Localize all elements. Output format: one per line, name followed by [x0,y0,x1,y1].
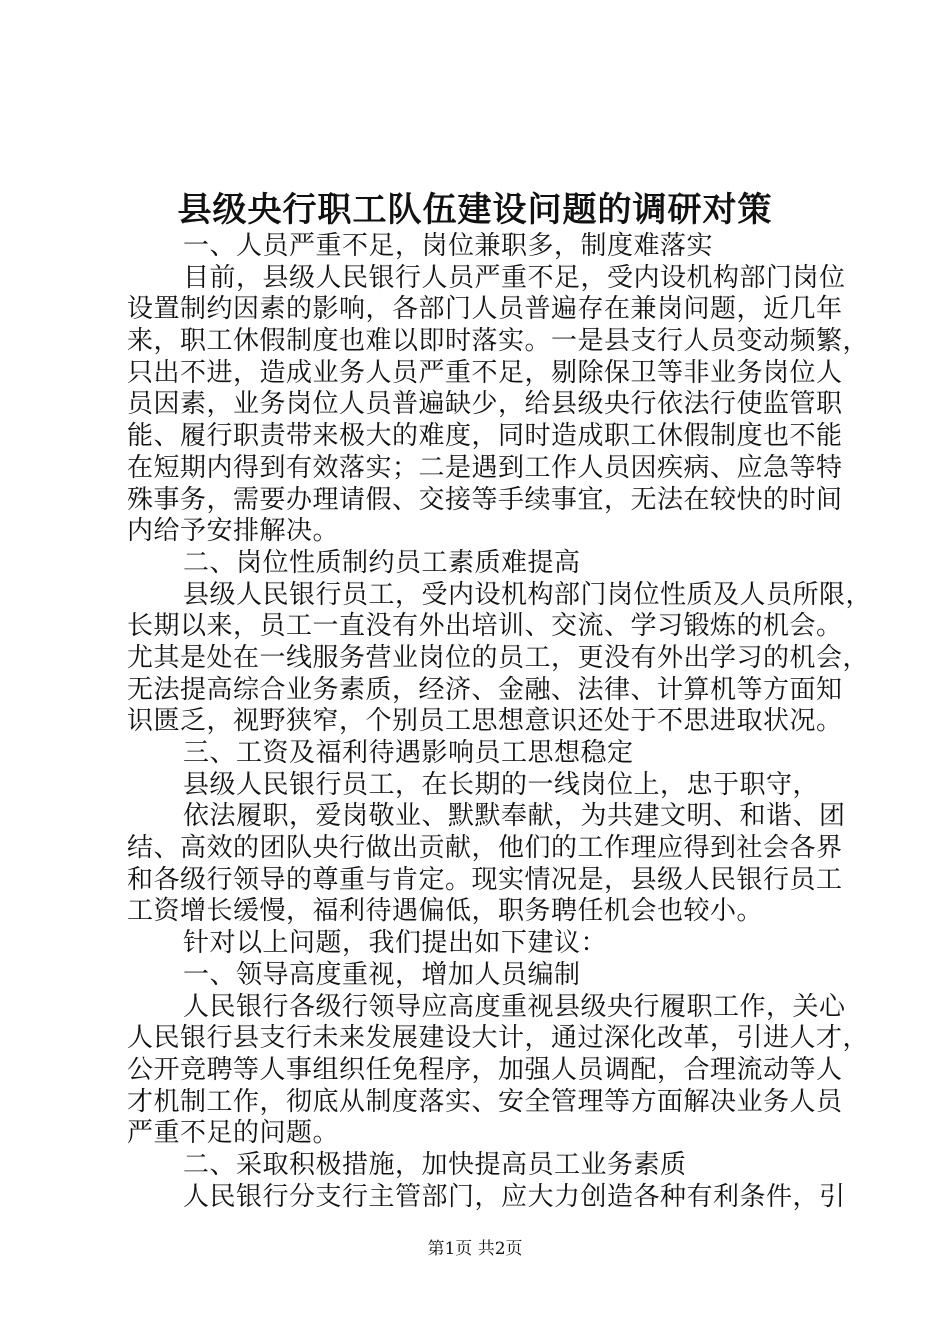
paragraph-line: 员因素，业务岗位人员普遍缺少，给县级央行依法行使监管职 [127,389,843,420]
paragraph-line: 无法提高综合业务素质，经济、金融、法律、计算机等方面知 [127,674,843,705]
paragraph-line: 人民银行县支行未来发展建设大计，通过深化改革，引进人才， [127,1023,870,1054]
section-heading: 二、采取积极措施，加快提高员工业务素质 [183,1149,687,1180]
page-number-footer: 第1页 共2页 [427,1239,523,1259]
section-heading: 三、工资及福利待遇影响员工思想稳定 [183,738,634,768]
section-heading: 一、领导高度重视，增加人员编制 [183,959,581,990]
paragraph-line: 尤其是处在一线服务营业岗位的员工，更没有外出学习的机会， [127,642,870,673]
document-body [127,231,873,1213]
paragraph-line: 和各级行领导的尊重与肯定。现实情况是，县级人民银行员工 [127,864,843,895]
paragraph-line: 工资增长缓慢，福利待遇偏低，职务聘任机会也较小。 [127,896,764,927]
document-title: 县级央行职工队伍建设问题的调研对策 [177,190,773,230]
paragraph-line: 识匮乏，视野狭窄，个别员工思想意识还处于不思进取状况。 [127,706,843,737]
paragraph-line: 设置制约因素的影响，各部门人员普遍存在兼岗问题，近几年 [127,294,843,325]
paragraph-line: 长期以来，员工一直没有外出培训、交流、学习锻炼的机会。 [127,611,843,642]
paragraph-line: 殊事务，需要办理请假、交接等手续事宜，无法在较快的时间 [127,484,843,515]
paragraph-line: 依法履职，爱岗敬业、默默奉献，为共建文明、和谐、团 [183,801,846,832]
paragraph-line: 针对以上问题，我们提出如下建议： [183,928,608,959]
section-heading: 一、人员严重不足，岗位兼职多，制度难落实 [183,231,714,261]
paragraph-line: 目前，县级人民银行人员严重不足，受内设机构部门岗位 [183,262,846,293]
paragraph-line: 县级人民银行员工，受内设机构部门岗位性质及人员所限， [183,579,873,610]
paragraph-line: 公开竞聘等人事组织任免程序，加强人员调配，合理流动等人 [127,1054,843,1085]
section-heading: 二、岗位性质制约员工素质难提高 [183,547,581,578]
paragraph-line: 县级人民银行员工，在长期的一线岗位上，忠于职守， [183,769,820,800]
paragraph-line: 内给予安排解决。 [127,516,340,547]
paragraph-line: 才机制工作，彻底从制度落实、安全管理等方面解决业务人员 [127,1086,843,1117]
paragraph-line: 人民银行分支行主管部门，应大力创造各种有利条件，引 [183,1181,846,1212]
paragraph-line: 结、高效的团队央行做出贡献，他们的工作理应得到社会各界 [127,833,843,864]
paragraph-line: 在短期内得到有效落实；二是遇到工作人员因疾病、应急等特 [127,452,843,483]
paragraph-line: 严重不足的问题。 [127,1118,340,1149]
paragraph-line: 来，职工休假制度也难以即时落实。一是县支行人员变动频繁， [127,326,870,357]
paragraph-line: 能、履行职责带来极大的难度，同时造成职工休假制度也不能 [127,421,843,452]
paragraph-line: 人民银行各级行领导应高度重视县级央行履职工作，关心 [183,991,846,1022]
paragraph-line: 只出不进，造成业务人员严重不足，剔除保卫等非业务岗位人 [127,357,843,388]
